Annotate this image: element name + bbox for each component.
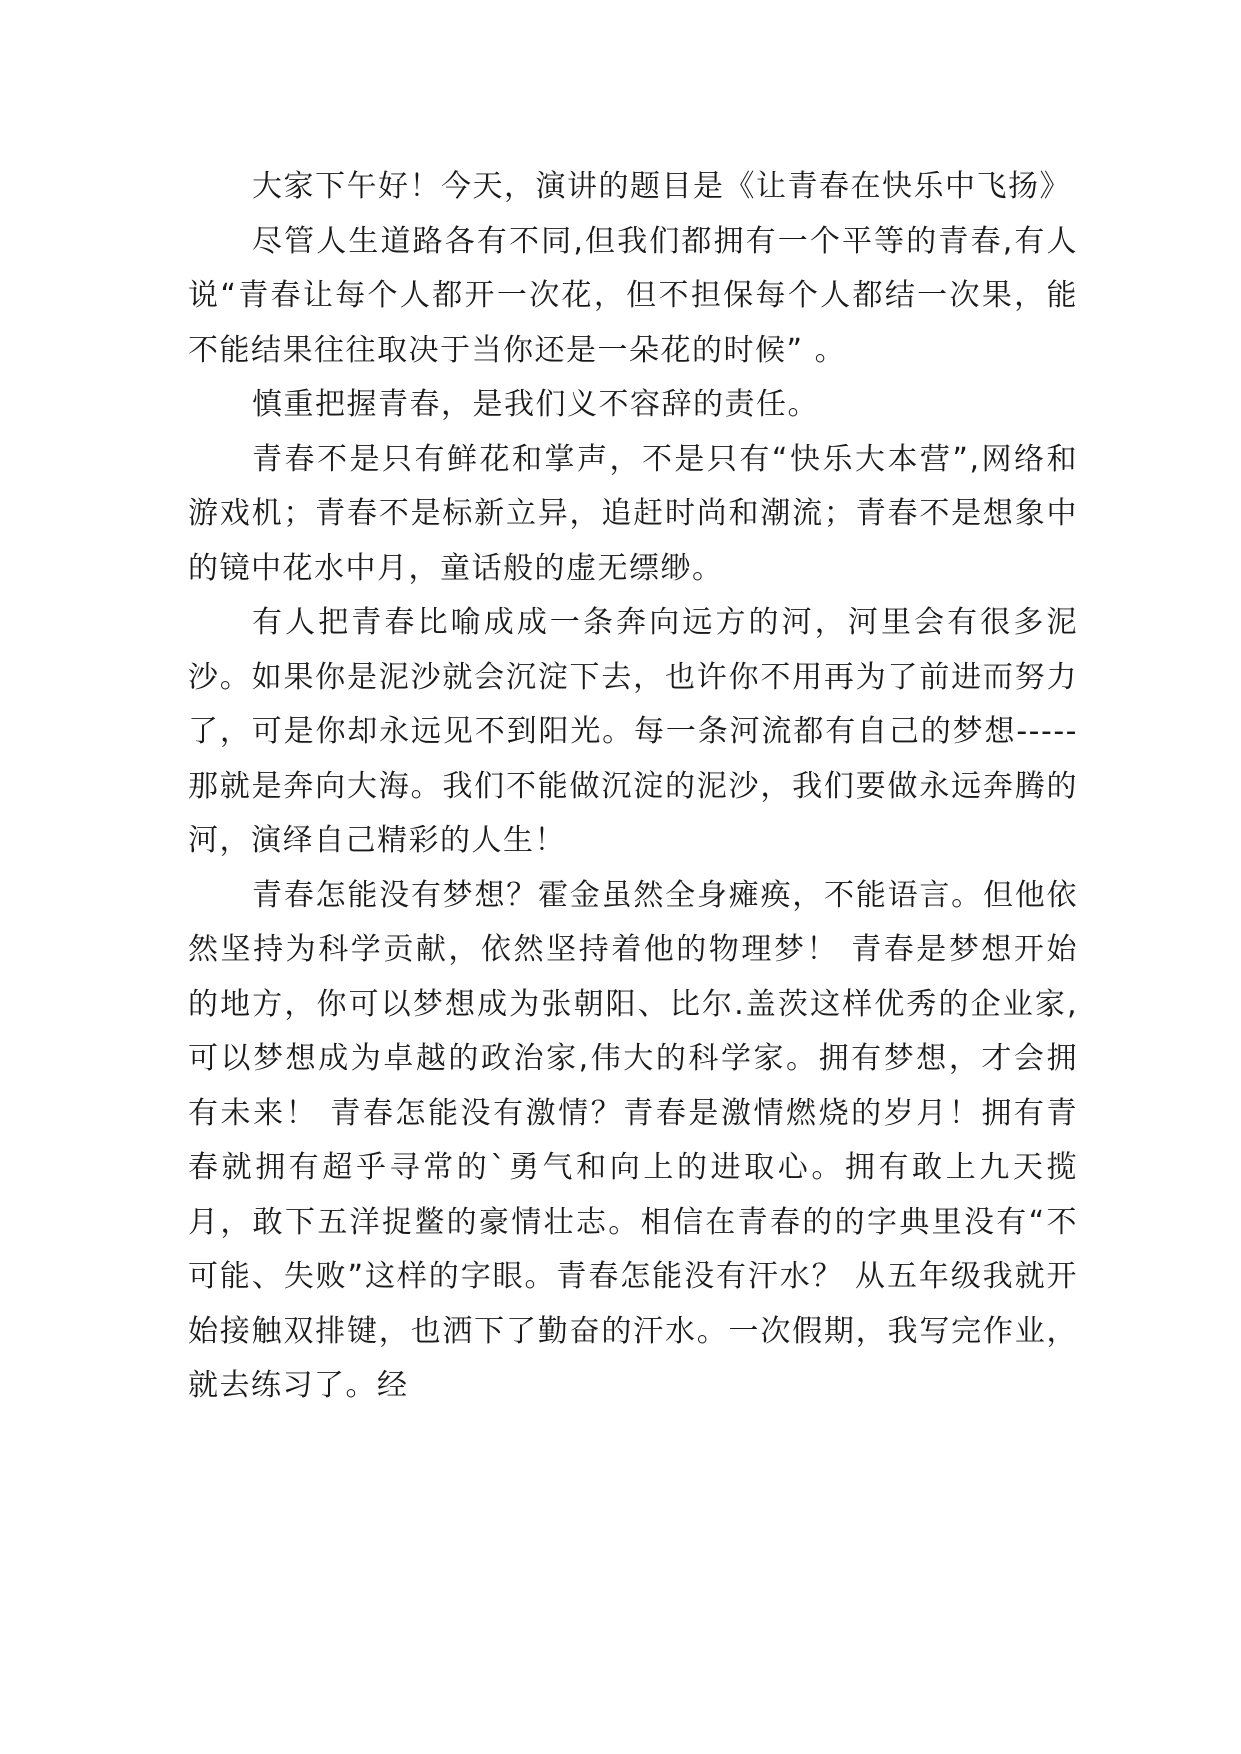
paragraph-responsibility: 慎重把握青春，是我们义不容辞的责任。 (252, 387, 819, 422)
paragraph-river-metaphor: 有人把青春比喻成成一条奔向远方的河，河里会有很多泥沙。如果你是泥沙就会沉淀下去，也许你不用再为了前进而努力了，可是你却永远见不到阳光。每一条河流都有自己的梦想-----那就是奔向大海。我们不能做沉淀的泥沙，我们要做永远奔腾的河，演绎自己精彩的人生！ (188, 605, 1078, 858)
paragraph-greeting: 大家下午好！今天，演讲的题目是《让青春在快乐中飞扬》 (252, 169, 1071, 204)
document-body (188, 160, 1078, 1414)
paragraph-equal-youth: 尽管人生道路各有不同,但我们都拥有一个平等的青春,有人说“青春让每个人都开一次花，但不担保每个人都结一次果，能不能结果往往取决于当你还是一朵花的时候” 。 (188, 223, 1078, 368)
paragraph-youth-is-not: 青春不是只有鲜花和掌声，不是只有“快乐大本营”,网络和游戏机；青春不是标新立异，追赶时尚和潮流；青春不是想象中的镜中花水中月，童话般的虚无缥缈。 (188, 441, 1078, 586)
paragraph-dreams-passion-sweat: 青春怎能没有梦想？霍金虽然全身瘫痪，不能语言。但他依然坚持为科学贡献，依然坚持着他的物理梦！ 青春是梦想开始的地方，你可以梦想成为张朝阳、比尔.盖茨这样优秀的企业家,可以梦想成为卓越的政治家,伟大的科学家。拥有梦想，才会拥有未来！ 青春怎能没有激情？青春是激情燃烧的岁月！拥有青春就拥有超乎寻常的`勇气和向上的进取心。拥有敢上九天揽月，敢下五洋捉鳖的豪情壮志。相信在青春的的字典里没有“不可能、失败”这样的字眼。青春怎能没有汗水？ 从五年级我就开始接触双排键，也洒下了勤奋的汗水。一次假期，我写完作业，就去练习了。经 (188, 877, 1078, 1403)
